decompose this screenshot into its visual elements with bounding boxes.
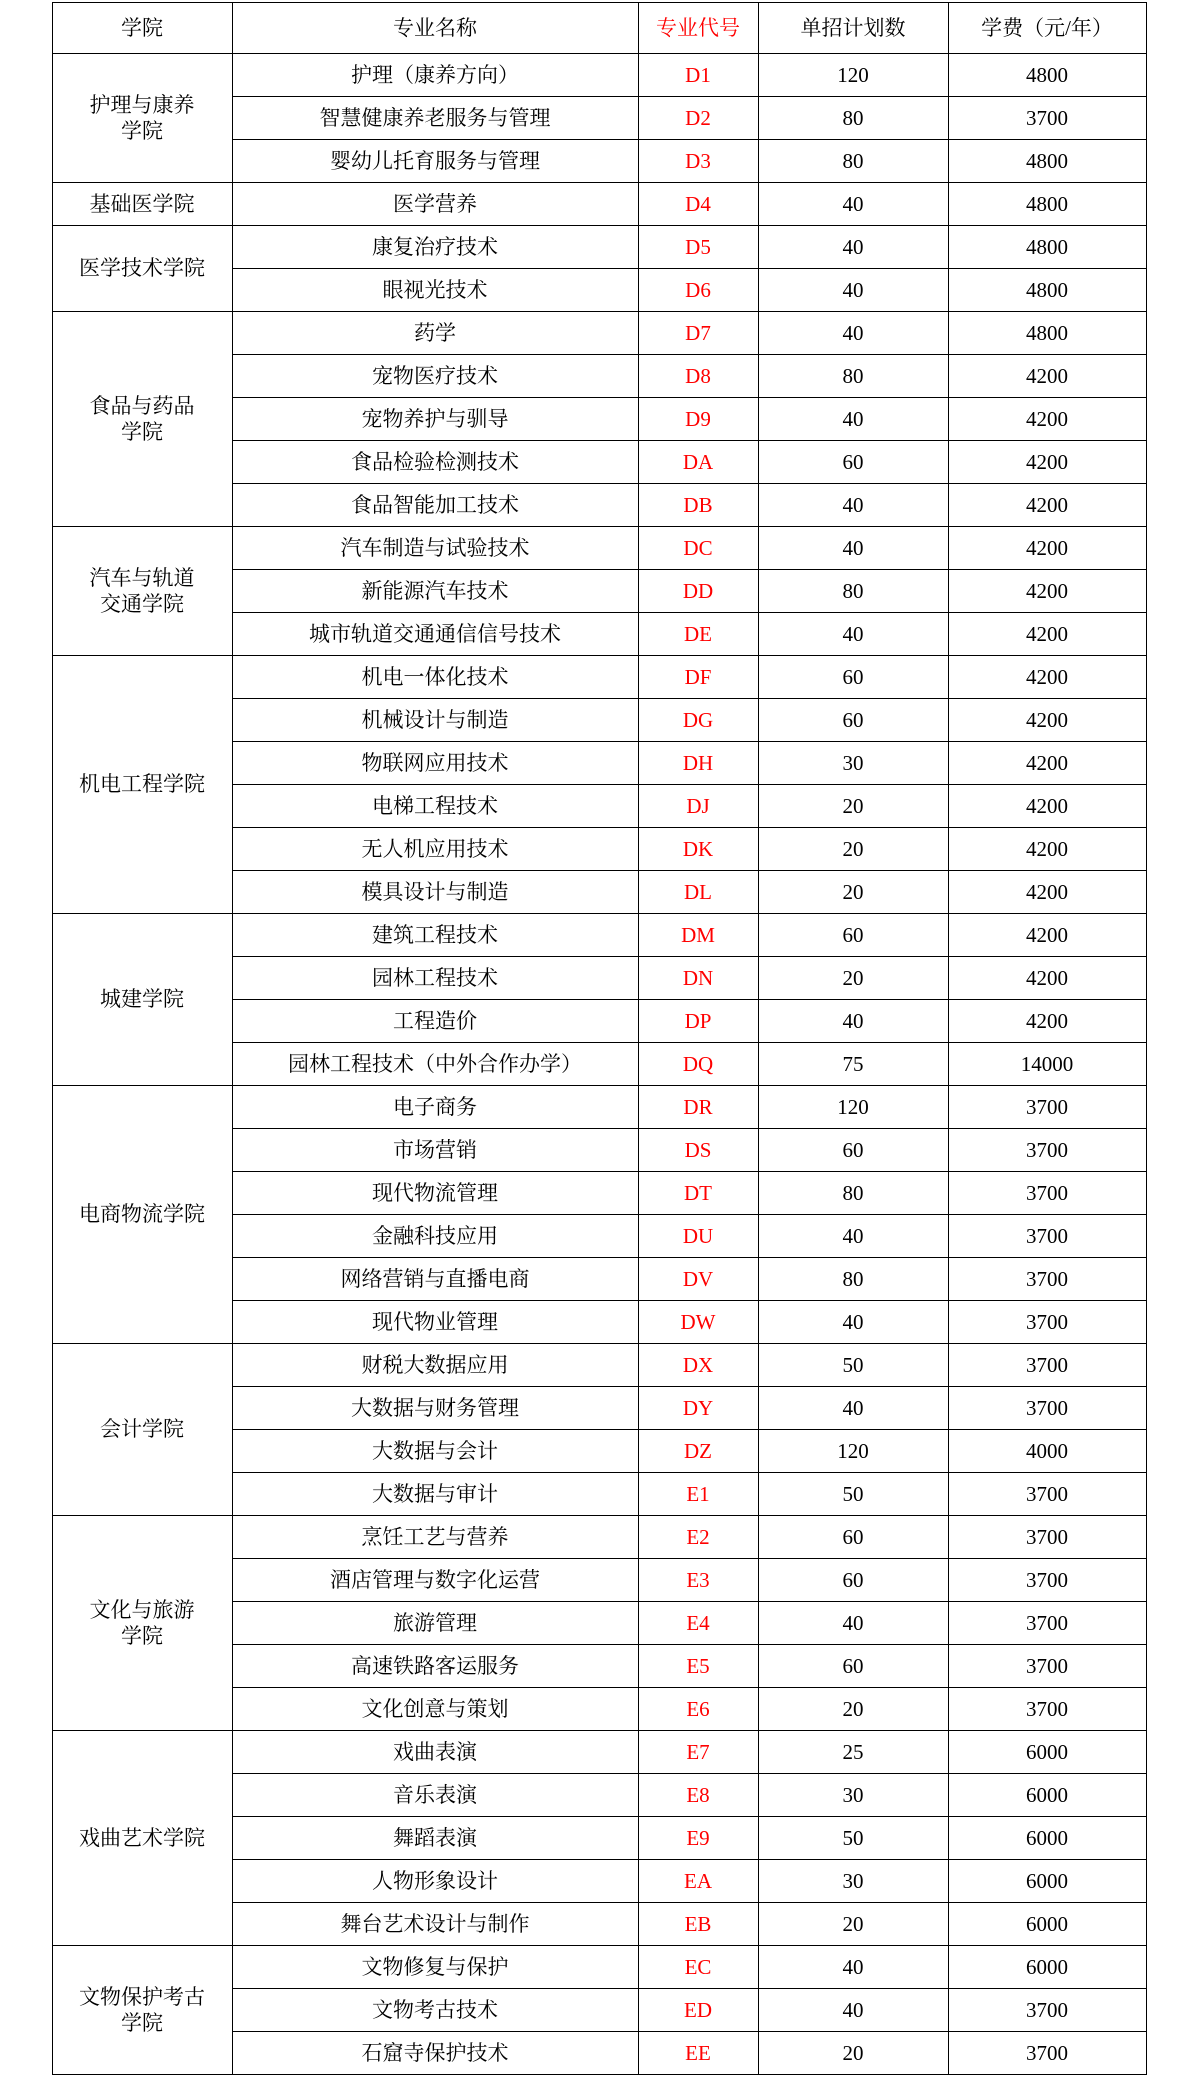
tuition-fee-cell: 4200 bbox=[948, 828, 1146, 871]
major-code-cell: D8 bbox=[638, 355, 758, 398]
plan-count-cell: 80 bbox=[758, 355, 948, 398]
major-code-cell: DB bbox=[638, 484, 758, 527]
tuition-fee-cell: 4800 bbox=[948, 269, 1146, 312]
tuition-fee-cell: 3700 bbox=[948, 1387, 1146, 1430]
major-name-cell: 电子商务 bbox=[232, 1086, 638, 1129]
major-name-cell: 智慧健康养老服务与管理 bbox=[232, 97, 638, 140]
plan-count-cell: 60 bbox=[758, 699, 948, 742]
tuition-fee-cell: 6000 bbox=[948, 1946, 1146, 1989]
college-name-cell: 城建学院 bbox=[52, 914, 232, 1086]
major-code-cell: D2 bbox=[638, 97, 758, 140]
major-code-cell: DZ bbox=[638, 1430, 758, 1473]
college-name-cell: 护理与康养 学院 bbox=[52, 54, 232, 183]
major-name-cell: 财税大数据应用 bbox=[232, 1344, 638, 1387]
tuition-fee-cell: 4800 bbox=[948, 140, 1146, 183]
plan-count-cell: 60 bbox=[758, 1645, 948, 1688]
plan-count-cell: 40 bbox=[758, 527, 948, 570]
major-name-cell: 现代物流管理 bbox=[232, 1172, 638, 1215]
major-code-cell: DP bbox=[638, 1000, 758, 1043]
plan-count-cell: 60 bbox=[758, 1516, 948, 1559]
plan-count-cell: 80 bbox=[758, 97, 948, 140]
plan-count-cell: 40 bbox=[758, 1215, 948, 1258]
table-row bbox=[52, 656, 1146, 699]
plan-count-cell: 30 bbox=[758, 742, 948, 785]
tuition-fee-cell: 4200 bbox=[948, 1000, 1146, 1043]
table-header bbox=[52, 3, 1146, 54]
plan-count-cell: 20 bbox=[758, 785, 948, 828]
major-name-cell: 宠物养护与驯导 bbox=[232, 398, 638, 441]
table-body bbox=[52, 54, 1146, 2075]
major-code-cell: DY bbox=[638, 1387, 758, 1430]
tuition-fee-cell: 3700 bbox=[948, 1602, 1146, 1645]
college-name-cell: 文物保护考古 学院 bbox=[52, 1946, 232, 2075]
plan-count-cell: 40 bbox=[758, 1946, 948, 1989]
major-name-cell: 音乐表演 bbox=[232, 1774, 638, 1817]
major-code-cell: DF bbox=[638, 656, 758, 699]
tuition-fee-cell: 4800 bbox=[948, 312, 1146, 355]
plan-count-cell: 20 bbox=[758, 1903, 948, 1946]
major-name-cell: 汽车制造与试验技术 bbox=[232, 527, 638, 570]
tuition-fee-cell: 3700 bbox=[948, 1215, 1146, 1258]
major-name-cell: 园林工程技术（中外合作办学） bbox=[232, 1043, 638, 1086]
major-name-cell: 酒店管理与数字化运营 bbox=[232, 1559, 638, 1602]
major-code-cell: E9 bbox=[638, 1817, 758, 1860]
major-name-cell: 建筑工程技术 bbox=[232, 914, 638, 957]
major-code-cell: DN bbox=[638, 957, 758, 1000]
major-code-cell: EA bbox=[638, 1860, 758, 1903]
tuition-fee-cell: 3700 bbox=[948, 1516, 1146, 1559]
major-code-cell: DV bbox=[638, 1258, 758, 1301]
column-header-fee: 学费（元/年） bbox=[948, 3, 1146, 54]
major-name-cell: 高速铁路客运服务 bbox=[232, 1645, 638, 1688]
plan-count-cell: 40 bbox=[758, 1602, 948, 1645]
table-row bbox=[52, 1946, 1146, 1989]
major-name-cell: 无人机应用技术 bbox=[232, 828, 638, 871]
college-name-cell: 电商物流学院 bbox=[52, 1086, 232, 1344]
plan-count-cell: 80 bbox=[758, 1258, 948, 1301]
plan-count-cell: 40 bbox=[758, 484, 948, 527]
table-header-row bbox=[52, 3, 1146, 54]
plan-count-cell: 40 bbox=[758, 1989, 948, 2032]
plan-count-cell: 40 bbox=[758, 183, 948, 226]
tuition-fee-cell: 14000 bbox=[948, 1043, 1146, 1086]
table-row bbox=[52, 1516, 1146, 1559]
plan-count-cell: 30 bbox=[758, 1774, 948, 1817]
major-code-cell: DC bbox=[638, 527, 758, 570]
major-code-cell: DE bbox=[638, 613, 758, 656]
major-name-cell: 工程造价 bbox=[232, 1000, 638, 1043]
plan-count-cell: 60 bbox=[758, 441, 948, 484]
college-name-cell: 戏曲艺术学院 bbox=[52, 1731, 232, 1946]
tuition-fee-cell: 6000 bbox=[948, 1903, 1146, 1946]
tuition-fee-cell: 3700 bbox=[948, 1559, 1146, 1602]
tuition-fee-cell: 4200 bbox=[948, 871, 1146, 914]
major-code-cell: E6 bbox=[638, 1688, 758, 1731]
tuition-fee-cell: 4200 bbox=[948, 699, 1146, 742]
major-name-cell: 食品检验检测技术 bbox=[232, 441, 638, 484]
majors-plan-table bbox=[52, 2, 1147, 2075]
major-code-cell: E4 bbox=[638, 1602, 758, 1645]
table-row bbox=[52, 226, 1146, 269]
major-name-cell: 模具设计与制造 bbox=[232, 871, 638, 914]
tuition-fee-cell: 3700 bbox=[948, 1129, 1146, 1172]
college-name-cell: 医学技术学院 bbox=[52, 226, 232, 312]
plan-count-cell: 20 bbox=[758, 1688, 948, 1731]
major-code-cell: DD bbox=[638, 570, 758, 613]
column-header-code: 专业代号 bbox=[638, 3, 758, 54]
major-name-cell: 戏曲表演 bbox=[232, 1731, 638, 1774]
plan-count-cell: 25 bbox=[758, 1731, 948, 1774]
plan-count-cell: 40 bbox=[758, 312, 948, 355]
plan-count-cell: 120 bbox=[758, 1086, 948, 1129]
major-name-cell: 医学营养 bbox=[232, 183, 638, 226]
table-row bbox=[52, 183, 1146, 226]
major-name-cell: 机械设计与制造 bbox=[232, 699, 638, 742]
tuition-fee-cell: 4200 bbox=[948, 613, 1146, 656]
college-name-cell: 基础医学院 bbox=[52, 183, 232, 226]
major-code-cell: DQ bbox=[638, 1043, 758, 1086]
tuition-fee-cell: 4800 bbox=[948, 54, 1146, 97]
major-code-cell: DX bbox=[638, 1344, 758, 1387]
major-name-cell: 人物形象设计 bbox=[232, 1860, 638, 1903]
major-name-cell: 石窟寺保护技术 bbox=[232, 2032, 638, 2075]
column-header-college: 学院 bbox=[52, 3, 232, 54]
plan-count-cell: 20 bbox=[758, 957, 948, 1000]
table-row bbox=[52, 1344, 1146, 1387]
major-code-cell: EE bbox=[638, 2032, 758, 2075]
plan-count-cell: 50 bbox=[758, 1473, 948, 1516]
major-code-cell: DW bbox=[638, 1301, 758, 1344]
major-name-cell: 文物考古技术 bbox=[232, 1989, 638, 2032]
tuition-fee-cell: 3700 bbox=[948, 1258, 1146, 1301]
major-code-cell: D3 bbox=[638, 140, 758, 183]
major-code-cell: E7 bbox=[638, 1731, 758, 1774]
major-code-cell: DG bbox=[638, 699, 758, 742]
plan-count-cell: 30 bbox=[758, 1860, 948, 1903]
plan-count-cell: 40 bbox=[758, 1301, 948, 1344]
column-header-major: 专业名称 bbox=[232, 3, 638, 54]
college-name-cell: 食品与药品 学院 bbox=[52, 312, 232, 527]
tuition-fee-cell: 4200 bbox=[948, 355, 1146, 398]
major-code-cell: D4 bbox=[638, 183, 758, 226]
major-code-cell: DK bbox=[638, 828, 758, 871]
plan-count-cell: 50 bbox=[758, 1817, 948, 1860]
tuition-fee-cell: 3700 bbox=[948, 1086, 1146, 1129]
major-name-cell: 舞台艺术设计与制作 bbox=[232, 1903, 638, 1946]
tuition-fee-cell: 6000 bbox=[948, 1860, 1146, 1903]
major-name-cell: 物联网应用技术 bbox=[232, 742, 638, 785]
major-name-cell: 眼视光技术 bbox=[232, 269, 638, 312]
major-code-cell: D1 bbox=[638, 54, 758, 97]
plan-count-cell: 75 bbox=[758, 1043, 948, 1086]
major-name-cell: 药学 bbox=[232, 312, 638, 355]
plan-count-cell: 40 bbox=[758, 226, 948, 269]
plan-count-cell: 60 bbox=[758, 656, 948, 699]
major-name-cell: 烹饪工艺与营养 bbox=[232, 1516, 638, 1559]
major-code-cell: D9 bbox=[638, 398, 758, 441]
major-name-cell: 舞蹈表演 bbox=[232, 1817, 638, 1860]
tuition-fee-cell: 3700 bbox=[948, 1344, 1146, 1387]
major-code-cell: EC bbox=[638, 1946, 758, 1989]
major-code-cell: E5 bbox=[638, 1645, 758, 1688]
major-name-cell: 文物修复与保护 bbox=[232, 1946, 638, 1989]
tuition-fee-cell: 6000 bbox=[948, 1774, 1146, 1817]
major-name-cell: 金融科技应用 bbox=[232, 1215, 638, 1258]
major-code-cell: D5 bbox=[638, 226, 758, 269]
major-name-cell: 电梯工程技术 bbox=[232, 785, 638, 828]
plan-count-cell: 60 bbox=[758, 914, 948, 957]
major-code-cell: DU bbox=[638, 1215, 758, 1258]
tuition-fee-cell: 3700 bbox=[948, 97, 1146, 140]
tuition-fee-cell: 4200 bbox=[948, 527, 1146, 570]
major-code-cell: E3 bbox=[638, 1559, 758, 1602]
tuition-fee-cell: 6000 bbox=[948, 1731, 1146, 1774]
tuition-fee-cell: 3700 bbox=[948, 1172, 1146, 1215]
plan-count-cell: 40 bbox=[758, 269, 948, 312]
plan-count-cell: 20 bbox=[758, 871, 948, 914]
plan-count-cell: 40 bbox=[758, 1387, 948, 1430]
plan-count-cell: 20 bbox=[758, 828, 948, 871]
column-header-plan: 单招计划数 bbox=[758, 3, 948, 54]
major-code-cell: E8 bbox=[638, 1774, 758, 1817]
major-code-cell: DS bbox=[638, 1129, 758, 1172]
college-name-cell: 机电工程学院 bbox=[52, 656, 232, 914]
major-code-cell: ED bbox=[638, 1989, 758, 2032]
tuition-fee-cell: 3700 bbox=[948, 1989, 1146, 2032]
major-code-cell: DJ bbox=[638, 785, 758, 828]
table-row bbox=[52, 54, 1146, 97]
table-row bbox=[52, 914, 1146, 957]
major-name-cell: 护理（康养方向） bbox=[232, 54, 638, 97]
table-row bbox=[52, 312, 1146, 355]
major-name-cell: 大数据与审计 bbox=[232, 1473, 638, 1516]
major-name-cell: 大数据与财务管理 bbox=[232, 1387, 638, 1430]
major-name-cell: 市场营销 bbox=[232, 1129, 638, 1172]
major-name-cell: 旅游管理 bbox=[232, 1602, 638, 1645]
major-code-cell: DL bbox=[638, 871, 758, 914]
tuition-fee-cell: 4200 bbox=[948, 484, 1146, 527]
major-name-cell: 新能源汽车技术 bbox=[232, 570, 638, 613]
major-name-cell: 机电一体化技术 bbox=[232, 656, 638, 699]
major-name-cell: 文化创意与策划 bbox=[232, 1688, 638, 1731]
major-name-cell: 婴幼儿托育服务与管理 bbox=[232, 140, 638, 183]
major-code-cell: DH bbox=[638, 742, 758, 785]
table-row bbox=[52, 1086, 1146, 1129]
plan-count-cell: 40 bbox=[758, 613, 948, 656]
major-code-cell: DT bbox=[638, 1172, 758, 1215]
major-code-cell: EB bbox=[638, 1903, 758, 1946]
plan-count-cell: 60 bbox=[758, 1129, 948, 1172]
major-name-cell: 康复治疗技术 bbox=[232, 226, 638, 269]
major-code-cell: E1 bbox=[638, 1473, 758, 1516]
major-name-cell: 食品智能加工技术 bbox=[232, 484, 638, 527]
plan-count-cell: 20 bbox=[758, 2032, 948, 2075]
tuition-fee-cell: 4200 bbox=[948, 785, 1146, 828]
tuition-fee-cell: 4200 bbox=[948, 398, 1146, 441]
college-name-cell: 会计学院 bbox=[52, 1344, 232, 1516]
plan-count-cell: 80 bbox=[758, 570, 948, 613]
tuition-fee-cell: 3700 bbox=[948, 2032, 1146, 2075]
tuition-fee-cell: 3700 bbox=[948, 1645, 1146, 1688]
major-code-cell: E2 bbox=[638, 1516, 758, 1559]
plan-count-cell: 40 bbox=[758, 398, 948, 441]
major-code-cell: D6 bbox=[638, 269, 758, 312]
plan-count-cell: 50 bbox=[758, 1344, 948, 1387]
tuition-fee-cell: 4000 bbox=[948, 1430, 1146, 1473]
tuition-fee-cell: 3700 bbox=[948, 1688, 1146, 1731]
tuition-fee-cell: 4800 bbox=[948, 183, 1146, 226]
tuition-fee-cell: 4200 bbox=[948, 570, 1146, 613]
major-name-cell: 网络营销与直播电商 bbox=[232, 1258, 638, 1301]
plan-count-cell: 80 bbox=[758, 140, 948, 183]
major-name-cell: 现代物业管理 bbox=[232, 1301, 638, 1344]
major-code-cell: D7 bbox=[638, 312, 758, 355]
tuition-fee-cell: 6000 bbox=[948, 1817, 1146, 1860]
major-code-cell: DA bbox=[638, 441, 758, 484]
tuition-fee-cell: 3700 bbox=[948, 1473, 1146, 1516]
major-code-cell: DR bbox=[638, 1086, 758, 1129]
major-name-cell: 大数据与会计 bbox=[232, 1430, 638, 1473]
major-name-cell: 宠物医疗技术 bbox=[232, 355, 638, 398]
plan-count-cell: 60 bbox=[758, 1559, 948, 1602]
tuition-fee-cell: 4200 bbox=[948, 914, 1146, 957]
tuition-fee-cell: 4200 bbox=[948, 656, 1146, 699]
tuition-fee-cell: 4200 bbox=[948, 441, 1146, 484]
major-code-cell: DM bbox=[638, 914, 758, 957]
tuition-fee-cell: 4200 bbox=[948, 957, 1146, 1000]
plan-count-cell: 120 bbox=[758, 1430, 948, 1473]
major-name-cell: 城市轨道交通通信信号技术 bbox=[232, 613, 638, 656]
college-name-cell: 汽车与轨道 交通学院 bbox=[52, 527, 232, 656]
major-name-cell: 园林工程技术 bbox=[232, 957, 638, 1000]
plan-count-cell: 80 bbox=[758, 1172, 948, 1215]
table-row bbox=[52, 527, 1146, 570]
table-row bbox=[52, 1731, 1146, 1774]
tuition-fee-cell: 4800 bbox=[948, 226, 1146, 269]
tuition-fee-cell: 4200 bbox=[948, 742, 1146, 785]
plan-count-cell: 40 bbox=[758, 1000, 948, 1043]
plan-count-cell: 120 bbox=[758, 54, 948, 97]
college-name-cell: 文化与旅游 学院 bbox=[52, 1516, 232, 1731]
tuition-fee-cell: 3700 bbox=[948, 1301, 1146, 1344]
